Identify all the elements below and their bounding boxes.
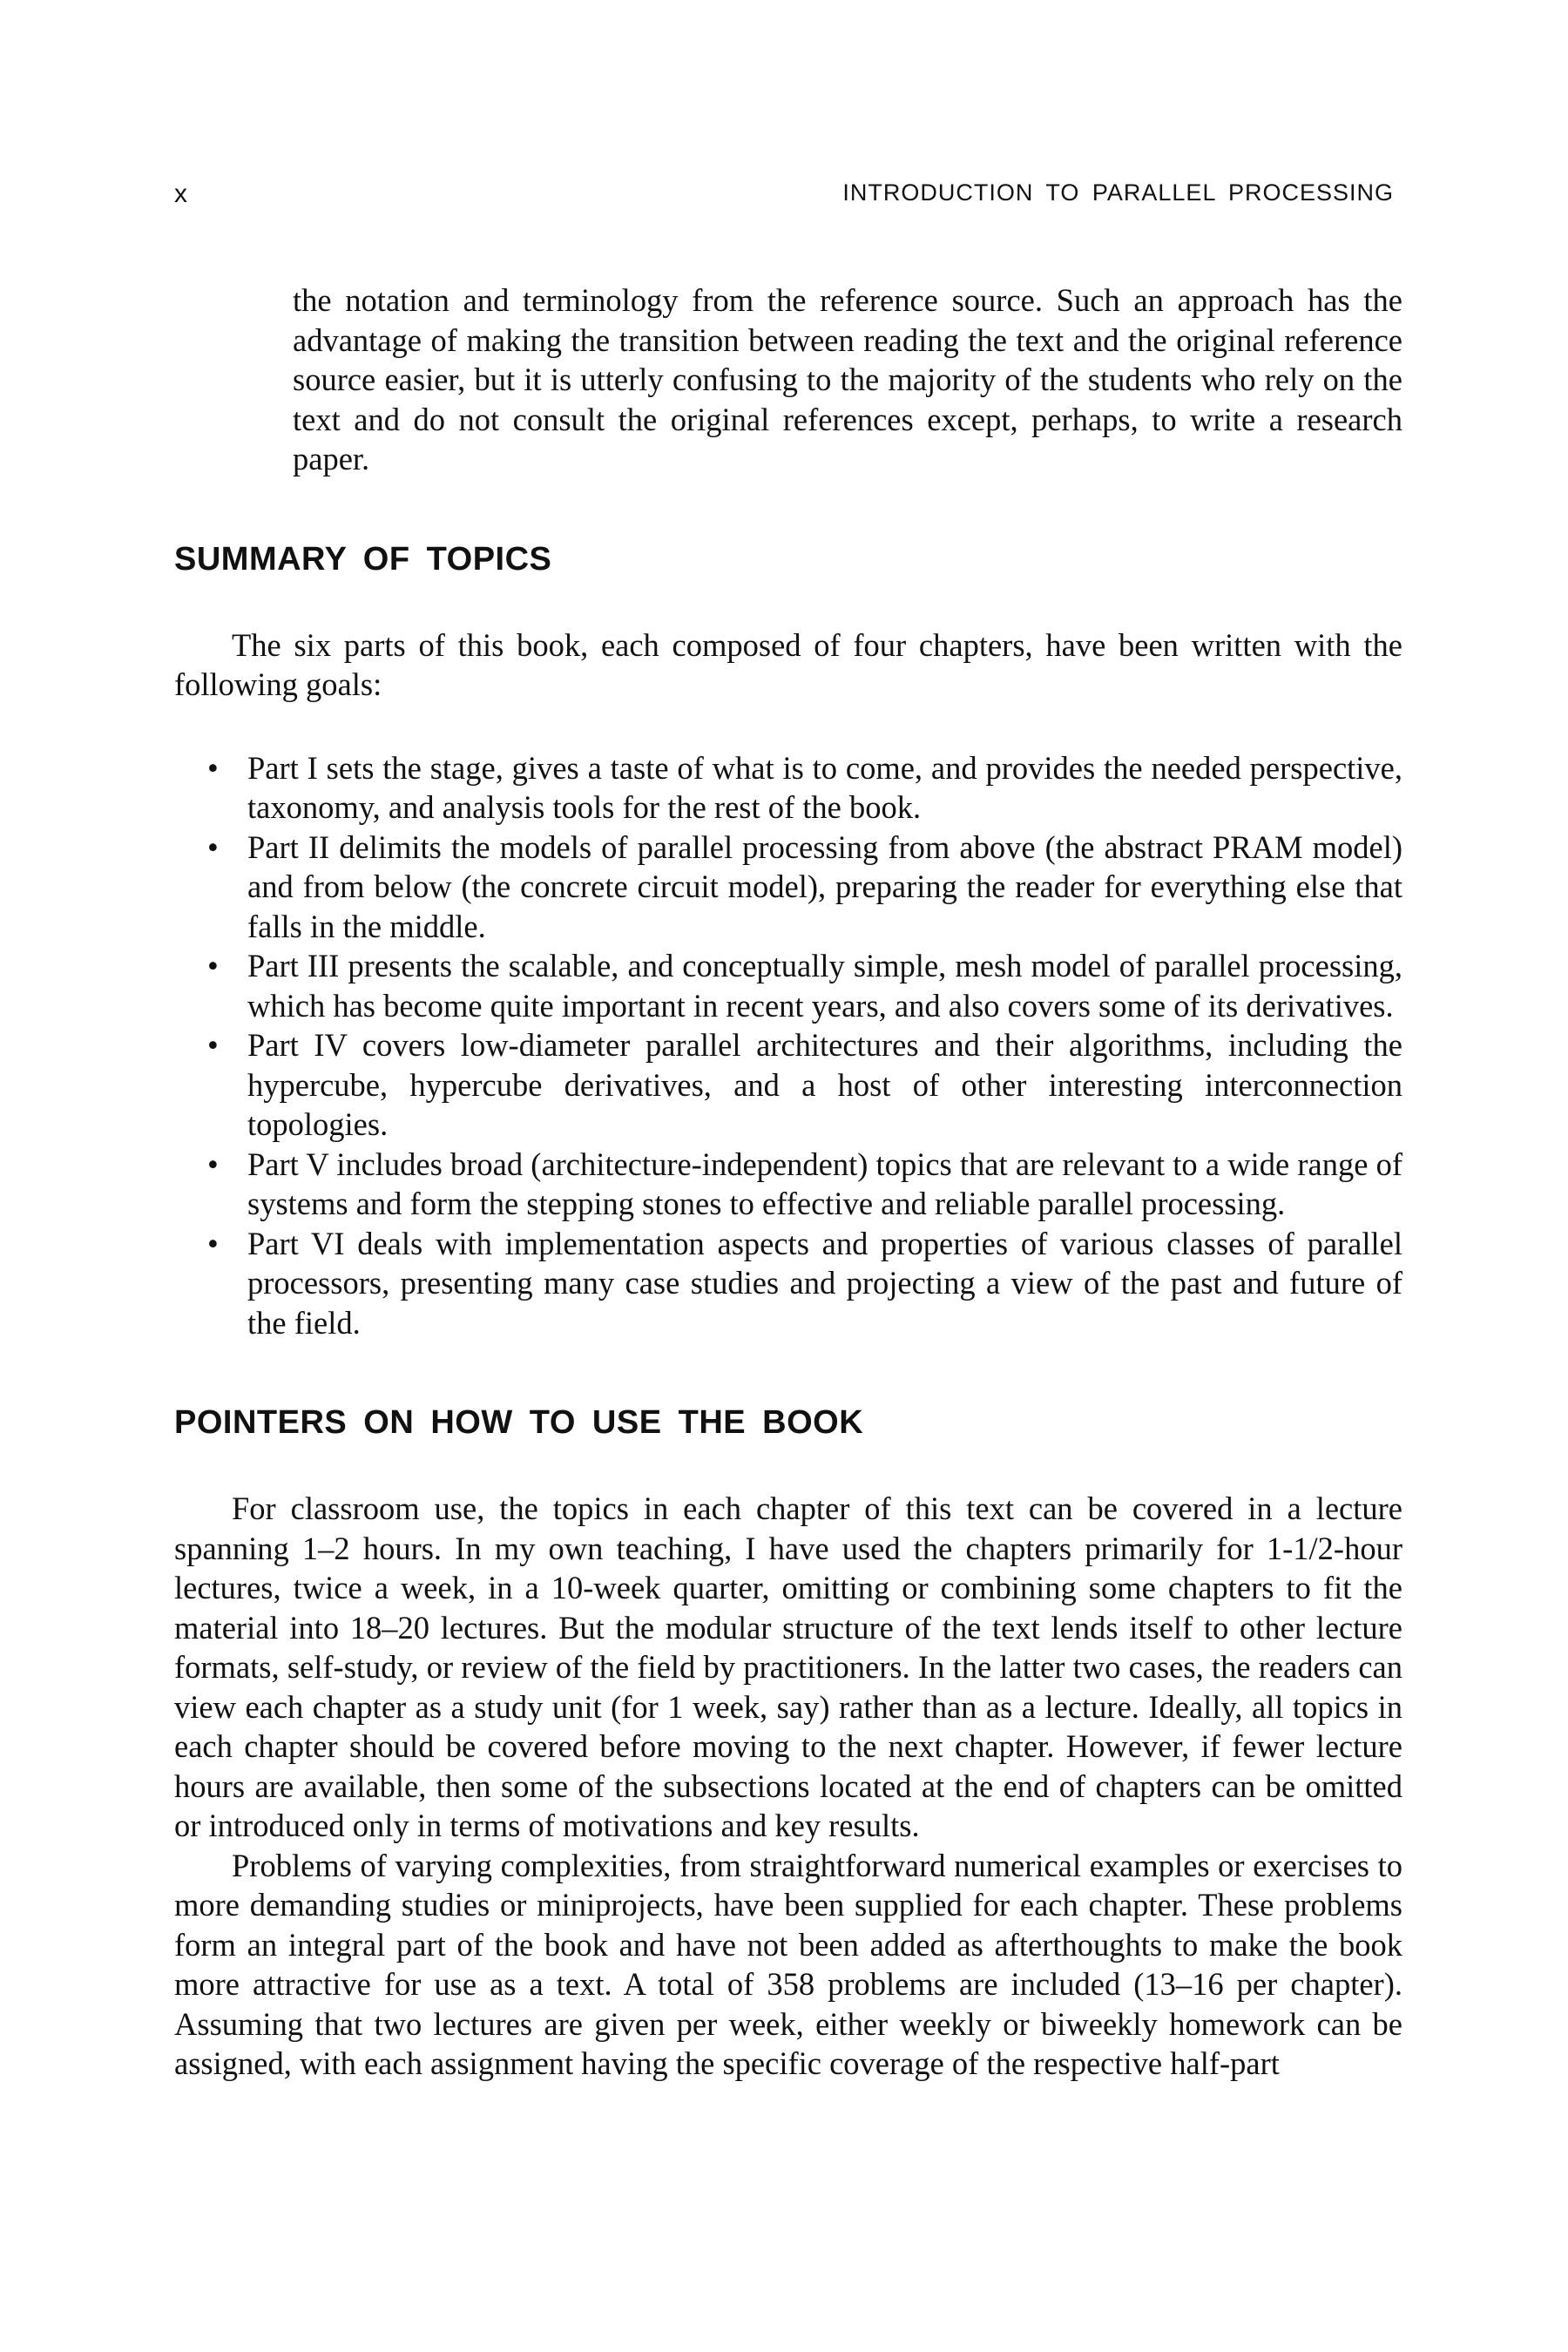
- goal-item-part-3: [174, 946, 1402, 1025]
- goal-text: Part I sets the stage, gives a taste of what is to come, and provides the needed perspective, taxonomy, and analysis tools for the rest of the book.: [247, 749, 1402, 825]
- bullet-icon: •: [207, 828, 219, 865]
- goal-text: Part III presents the scalable, and conceptually simple, mesh model of parallel processing, which has become quite important in recent years, and also covers some of its derivatives.: [247, 948, 1402, 1024]
- bullet-icon: •: [207, 749, 219, 786]
- pointers-paragraph-problems: Problems of varying complexities, from straightforward numerical examples or exercises to more demanding studies or miniprojects, have been supplied for each chapter. These problems form an integral part of the book and have not been added as afterthoughts to make the book more attractive for use as a text. A total of 358 problems are included (13–16 per chapter). Assuming that two lectures are given per week, either weekly or biweekly homework can be assigned, with each assignment having the specific coverage of the respective half-part: [174, 1847, 1402, 2081]
- bullet-icon: •: [207, 948, 219, 983]
- goal-text: Part II delimits the models of parallel processing from above (the abstract PRAM model) and from below (the concrete circuit model), preparing the reader for everything else that falls in the middle.: [247, 828, 1402, 944]
- goal-text: Part V includes broad (architecture-independent) topics that are relevant to a wide range of systems and form the stepping stones to effective and reliable parallel processing.: [247, 1146, 1402, 1221]
- pointers-section: [174, 1402, 1402, 2084]
- bullet-icon: •: [207, 1027, 219, 1063]
- page-number: x: [174, 179, 187, 208]
- pointers-paragraph-classroom-use: For classroom use, the topics in each chapter of this text can be covered in a lecture spanning 1–2 hours. In my own teaching, I have used the chapters primarily for 1-1/2-hour lectures, twice a week, in a 10-week quarter, omitting or combining some chapters to fit the material into 18–20 lectures. But the modular structure of the text lends itself to other lecture formats, self-study, or review of the field by practitioners. In the latter two cases, the readers can view each chapter as a study unit (for 1 week, say) rather than as a lecture. Ideally, all topics in each chapter should be covered before moving to the next chapter. However, if fewer lecture hours are available, then some of the subsections located at the end of chapters can be omitted or introduced only in terms of motivations and key results.: [174, 1490, 1402, 1843]
- summary-heading: SUMMARY OF TOPICS: [174, 540, 552, 578]
- goal-text: Part VI deals with implementation aspects and properties of various classes of parallel processors, presenting many case studies and projecting a view of the past and future of the field.: [247, 1225, 1402, 1341]
- pointers-heading: POINTERS ON HOW TO USE THE BOOK: [174, 1404, 864, 1441]
- summary-intro-paragraph: The six parts of this book, each composed of four chapters, have been written with the following goals:: [174, 626, 1402, 702]
- bullet-icon: •: [207, 1146, 219, 1182]
- summary-of-topics-section: [174, 538, 1402, 1343]
- goal-item-part-5: [174, 1145, 1402, 1224]
- bullet-icon: •: [207, 1225, 219, 1261]
- goal-item-part-1: [174, 748, 1402, 828]
- goal-item-part-2: [174, 828, 1402, 947]
- goal-item-part-4: [174, 1025, 1402, 1145]
- goal-item-part-6: [174, 1224, 1402, 1343]
- goals-list: [174, 748, 1402, 1343]
- continuation-paragraph: the notation and terminology from the reference source. Such an approach has the advantage of making the transition between reading the text and the original reference source easier, but it is utterly confusing to the majority of the students who rely on the text and do not consult the original references except, perhaps, to write a research paper.: [293, 282, 1402, 476]
- goal-text: Part IV covers low-diameter parallel architectures and their algorithms, including the hypercube, hypercube derivatives, and a host of other interesting interconnection topologies.: [247, 1027, 1402, 1142]
- page-body: [174, 280, 1402, 2084]
- running-head: [174, 174, 1394, 218]
- running-title: INTRODUCTION TO PARALLEL PROCESSING: [842, 179, 1394, 206]
